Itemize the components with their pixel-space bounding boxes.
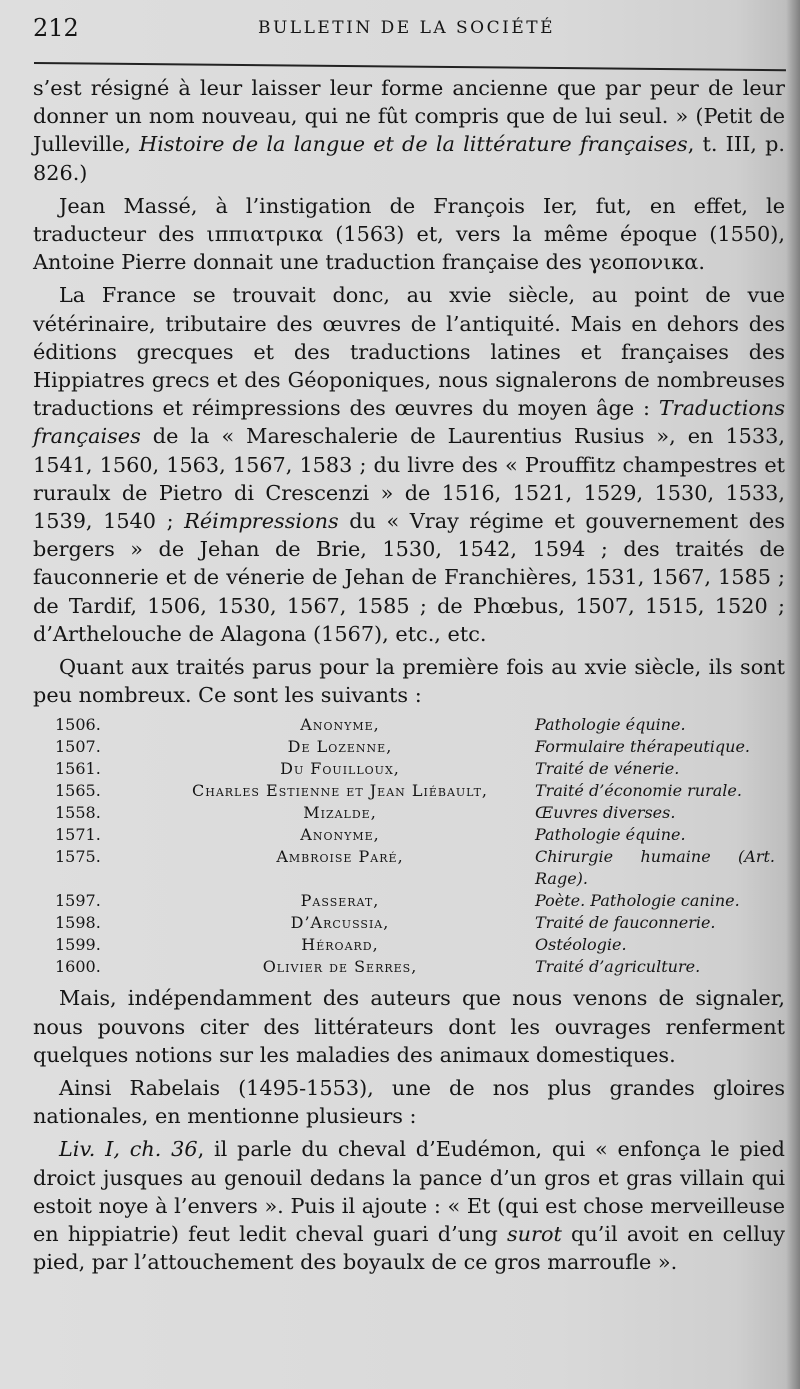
paragraph-france	[33, 281, 785, 648]
paragraph-litterateurs: Mais, indépendamment des auteurs que nous venons de signaler, nous pouvons citer des littérateurs dont les ouvrages renferment quelques notions sur les maladies des animaux domestiques.	[33, 986, 785, 1067]
page-edge-shadow	[786, 0, 800, 1389]
work-year: 1565.	[55, 781, 101, 801]
list-item	[33, 824, 785, 846]
book-title: Histoire de la langue et de la littérature françaises	[139, 132, 688, 157]
works-list	[33, 714, 785, 978]
paragraph-text: de la « Mareschalerie de Laurentius Rusius », en 1533, 1541, 1560, 1563, 1567, 1583 ; du livre des « Prouffitz champestres et ruraulx de Pietro di Crescenzi » de 1516, 1521, 1529, 1530, 1533, 1539, 1540 ;	[33, 424, 785, 534]
list-item	[33, 736, 785, 758]
paragraph-quotation	[33, 1135, 785, 1276]
work-year: 1597.	[55, 891, 101, 911]
work-author: Ambroise Paré,	[276, 847, 404, 867]
work-year: 1598.	[55, 913, 101, 933]
work-title: Pathologie équine.	[535, 825, 686, 845]
work-author: Mizalde,	[303, 803, 377, 823]
work-title: Poète. Pathologie canine.	[535, 891, 740, 911]
body-text	[33, 74, 785, 1282]
paragraph-quote-end	[33, 74, 785, 187]
work-title: Chirurgie humaine (Art. Rage).	[535, 847, 775, 889]
list-item	[33, 934, 785, 956]
page-number: 212	[33, 14, 79, 42]
paragraph-text: , il parle du cheval d’Eudémon, qui « enfonça le pied droict jusques au genouil dedans la pance d’un gros et gras villain qui estoit noye à l’envers ». Puis il ajoute : « Et (qui est chose merveilleuse en hippiatrie) feut ledit cheval guari d’ung	[33, 1137, 785, 1247]
emphasis-reimpressions: Réimpressions	[184, 509, 339, 534]
paragraph-rabelais: Ainsi Rabelais (1495-1553), une de nos plus grandes gloires nationales, en mentionne plusieurs :	[33, 1076, 785, 1129]
work-author: Charles Estienne et Jean Liébault,	[192, 781, 488, 801]
work-title: Traité d’économie rurale.	[535, 781, 742, 801]
running-title: BULLETIN DE LA SOCIÉTÉ	[257, 18, 556, 38]
work-title: Ostéologie.	[535, 935, 627, 955]
running-head	[33, 14, 780, 50]
list-item	[33, 714, 785, 736]
paragraph-text: s’est résigné à leur laisser leur forme ancienne que par peur de leur donner un nom nouveau, qui ne fût compris que de lui seul. » (Petit de Julleville,	[33, 76, 785, 157]
work-title: Formulaire thérapeutique.	[535, 737, 751, 757]
paragraph-traites: Quant aux traités parus pour la première fois au xvie siècle, ils sont peu nombreux. Ce sont les suivants :	[33, 655, 785, 708]
list-item	[33, 758, 785, 780]
list-item	[33, 802, 785, 824]
work-title: Traité de fauconnerie.	[535, 913, 716, 933]
work-author: Passerat,	[300, 891, 380, 911]
work-author: Anonyme,	[300, 715, 380, 735]
paragraph-masse: Jean Massé, à l’instigation de François Ier, fut, en effet, le traducteur des ιππιατρικα (1563) et, vers la même époque (1550), Antoine Pierre donnait une traduction française des γεοπονικα.	[33, 193, 785, 275]
work-author: Du Fouilloux,	[280, 759, 400, 779]
emphasis-traductions: Traductions françaises	[33, 396, 785, 449]
citation-tail: , t. III, p. 826.)	[33, 132, 785, 185]
work-title: Traité de vénerie.	[535, 759, 680, 779]
work-year: 1507.	[55, 737, 101, 757]
list-item	[33, 846, 785, 890]
work-year: 1575.	[55, 847, 101, 867]
work-year: 1600.	[55, 957, 101, 977]
work-year: 1506.	[55, 715, 101, 735]
work-author: Anonyme,	[300, 825, 380, 845]
paragraph-text: du « Vray régime et gouvernement des bergers » de Jehan de Brie, 1530, 1542, 1594 ; des traités de fauconnerie et de vénerie de Jehan de Franchières, 1531, 1567, 1585 ; de Tardif, 1506, 1530, 1567, 1585 ; de Phœbus, 1507, 1515, 1520 ; d’Arthelouche de Alagona (1567), etc., etc.	[33, 509, 785, 646]
work-year: 1558.	[55, 803, 101, 823]
emphasis-surot: surot	[506, 1222, 562, 1247]
work-title: Œuvres diverses.	[535, 803, 676, 823]
work-author: D’Arcussia,	[290, 913, 390, 933]
paragraph-text: qu’il avoit en celluy pied, par l’attouchement des boyaulx de ce gros marroufle ».	[33, 1222, 786, 1275]
work-author: Olivier de Serres,	[262, 957, 418, 977]
work-year: 1571.	[55, 825, 101, 845]
list-item	[33, 912, 785, 934]
work-author: De Lozenne,	[287, 737, 393, 757]
reference: Liv. I, ch. 36	[59, 1137, 198, 1162]
work-year: 1599.	[55, 935, 101, 955]
work-author: Héroard,	[301, 935, 379, 955]
list-item	[33, 780, 785, 802]
work-year: 1561.	[55, 759, 101, 779]
list-item	[33, 956, 785, 978]
header-rule	[34, 62, 786, 71]
work-title: Pathologie équine.	[535, 715, 686, 735]
paragraph-text: La France se trouvait donc, au xvie siècle, au point de vue vétérinaire, tributaire des œuvres de l’antiquité. Mais en dehors des éditions grecques et des traductions latines et françaises des Hippiatres grecs et des Géoponiques, nous signalerons de nombreuses traductions et réimpressions des œuvres du moyen âge :	[33, 283, 785, 421]
list-item	[33, 890, 785, 912]
work-title: Traité d’agriculture.	[535, 957, 701, 977]
